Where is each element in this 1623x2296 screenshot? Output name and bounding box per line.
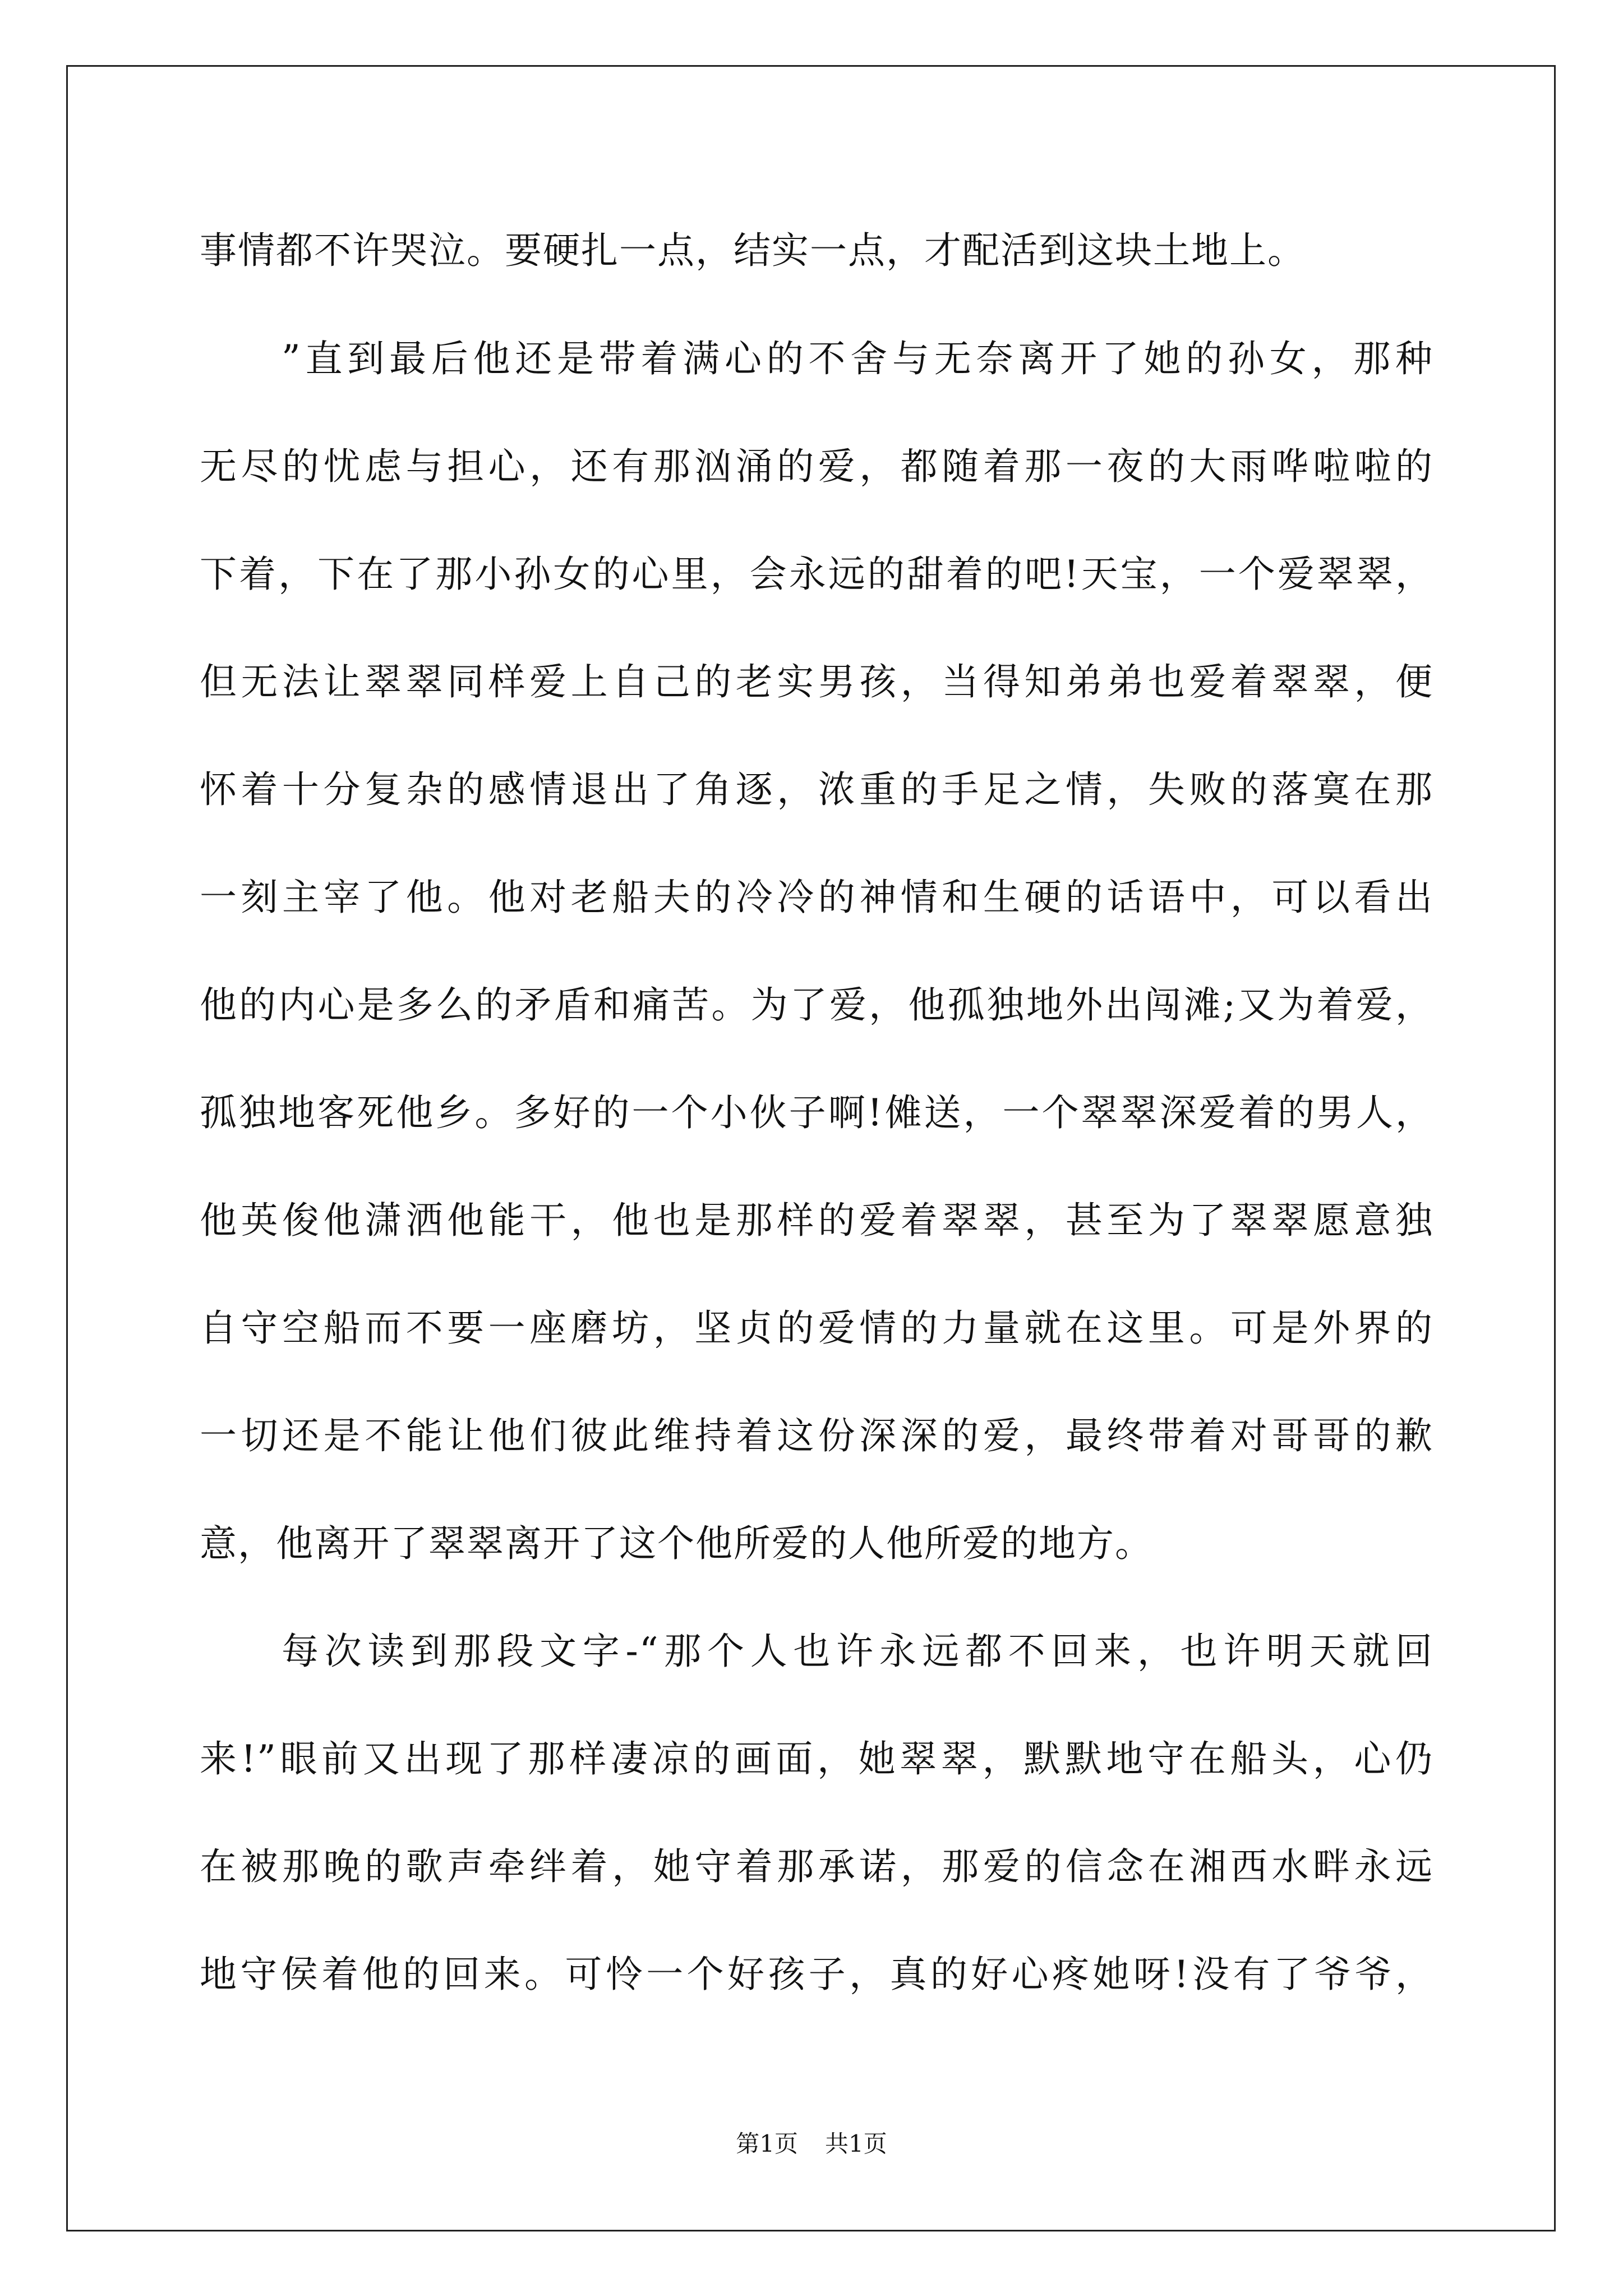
text-line: 孤独地客死他乡。多好的一个小伙子啊!傩送，一个翠翠深爱着的男人， (200, 1091, 1433, 1134)
text-line: 怀着十分复杂的感情退出了角逐，浓重的手足之情，失败的落寞在那 (200, 768, 1433, 811)
text-line: 下着，下在了那小孙女的心里，会永远的甜着的吧!天宝，一个爱翠翠， (200, 553, 1433, 596)
text-line: 他的内心是多么的矛盾和痛苦。为了爱，他孤独地外出闯滩;又为着爱， (200, 983, 1433, 1027)
text-line: ”直到最后他还是带着满心的不舍与无奈离开了她的孙女，那种 (282, 337, 1433, 380)
page-total: 共1页 (825, 2130, 887, 2157)
text-line: 自守空船而不要一座磨坊，坚贞的爱情的力量就在这里。可是外界的 (200, 1306, 1433, 1350)
text-line: 来!”眼前又出现了那样凄凉的画面，她翠翠，默默地守在船头，心仍 (200, 1737, 1433, 1780)
text-line: 他英俊他潇洒他能干，他也是那样的爱着翠翠，甚至为了翠翠愿意独 (200, 1199, 1433, 1242)
text-line: 地守侯着他的回来。可怜一个好孩子，真的好心疼她呀!没有了爷爷， (200, 1953, 1433, 1996)
page-border (66, 65, 1556, 2231)
text-line: 每次读到那段文字-“那个人也许永远都不回来，也许明天就回 (282, 1630, 1433, 1673)
text-line: 一刻主宰了他。他对老船夫的冷冷的神情和生硬的话语中，可以看出 (200, 876, 1433, 919)
page-footer (0, 2127, 1623, 2161)
text-line: 一切还是不能让他们彼此维持着这份深深的爱，最终带着对哥哥的歉 (200, 1414, 1433, 1457)
page-number: 第1页 (736, 2130, 798, 2157)
text-line: 但无法让翠翠同样爱上自己的老实男孩，当得知弟弟也爱着翠翠，便 (200, 660, 1433, 703)
text-line: 在被那晚的歌声牵绊着，她守着那承诺，那爱的信念在湘西水畔永远 (200, 1845, 1433, 1888)
text-line: 意，他离开了翠翠离开了这个他所爱的人他所爱的地方。 (200, 1522, 1153, 1565)
text-line: 无尽的忧虑与担心，还有那汹涌的爱，都随着那一夜的大雨哗啦啦的 (200, 445, 1433, 488)
text-line: 事情都不许哭泣。要硬扎一点，结实一点，才配活到这块土地上。 (200, 229, 1306, 272)
